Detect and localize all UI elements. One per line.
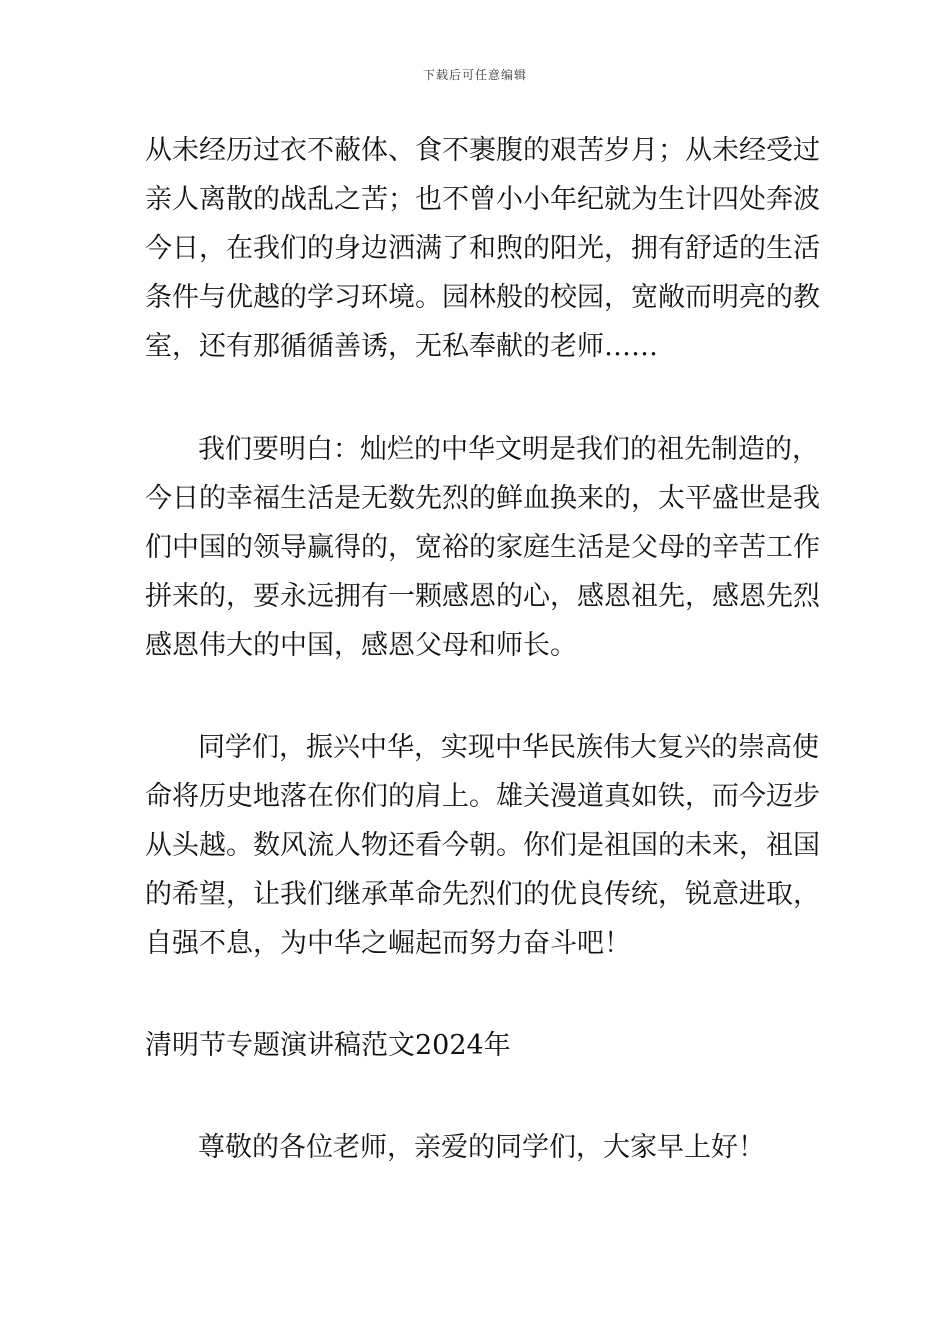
paragraph-line: 自强不息，为中华之崛起而努力奋斗吧！ [145, 928, 631, 959]
paragraph-line: 今日，在我们的身边洒满了和煦的阳光，拥有舒适的生活 [145, 233, 820, 264]
paragraph-line: 们中国的领导赢得的，宽裕的家庭生活是父母的辛苦工作 [145, 532, 820, 563]
paragraph-line: 的希望，让我们继承革命先烈们的优良传统，锐意进取， [145, 879, 820, 910]
paragraph-line: 条件与优越的学习环境。园林般的校园，宽敞而明亮的教 [145, 282, 820, 313]
paragraph-line: 拼来的，要永远拥有一颗感恩的心，感恩祖先，感恩先烈 [145, 581, 820, 612]
page-header: 下载后可任意编辑 [422, 68, 527, 82]
greeting-line: 尊敬的各位老师，亲爱的同学们，大家早上好！ [198, 1132, 765, 1163]
paragraph-line: 我们要明白：灿烂的中华文明是我们的祖先制造的， [198, 434, 819, 465]
paragraph-line: 从头越。数风流人物还看今朝。你们是祖国的未来，祖国 [145, 830, 820, 861]
paragraph-line: 室，还有那循循善诱，无私奉献的老师…… [145, 331, 658, 362]
paragraph-line: 从未经历过衣不蔽体、食不裹腹的艰苦岁月；从未经受过 [145, 135, 820, 166]
paragraph-line: 命将历史地落在你们的肩上。雄关漫道真如铁，而今迈步 [145, 781, 820, 812]
paragraph-line: 同学们，振兴中华，实现中华民族伟大复兴的崇高使 [198, 732, 819, 763]
paragraph-line: 亲人离散的战乱之苦；也不曾小小年纪就为生计四处奔波 [145, 184, 820, 215]
section-title: 清明节专题演讲稿范文2024年 [145, 1030, 511, 1061]
paragraph-line: 感恩伟大的中国，感恩父母和师长。 [145, 630, 577, 661]
paragraph-line: 今日的幸福生活是无数先烈的鲜血换来的，太平盛世是我 [145, 483, 820, 514]
